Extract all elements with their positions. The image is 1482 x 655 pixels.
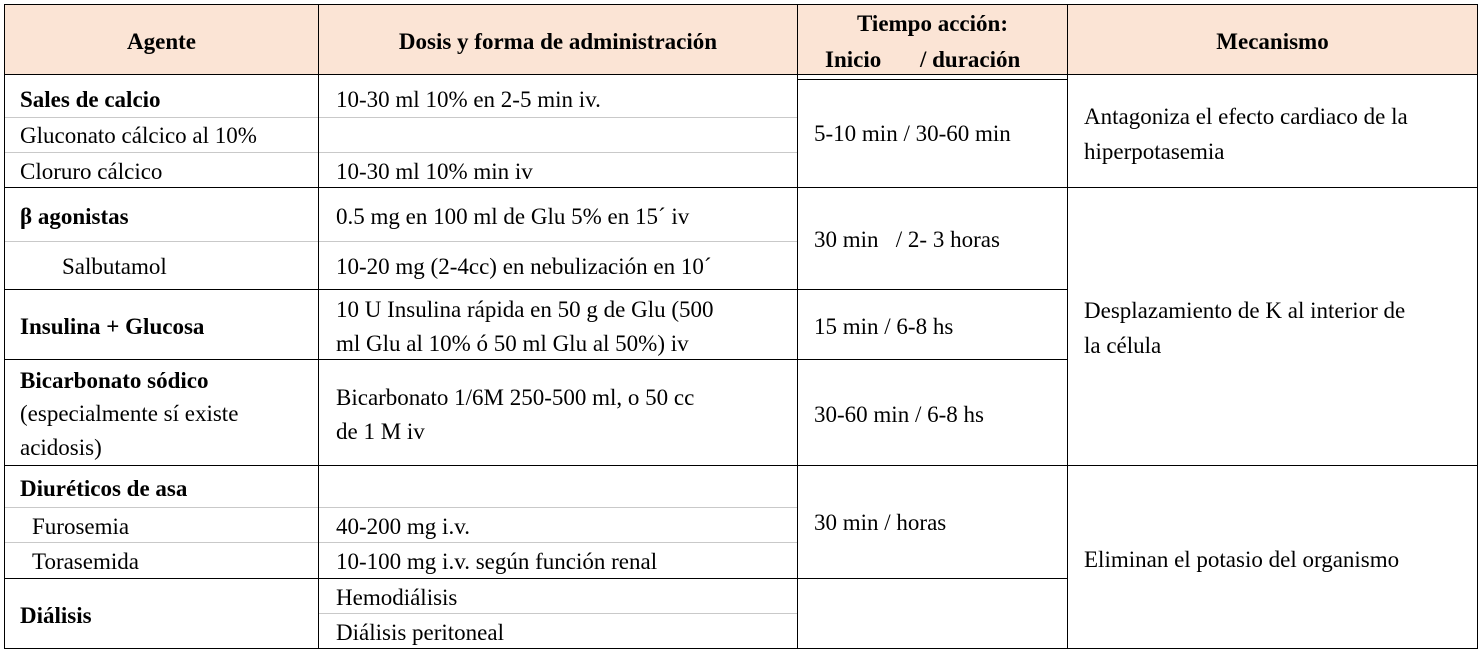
agent-dialisis: Diálisis xyxy=(20,603,92,628)
agent-salbutamol: Salbutamol xyxy=(62,254,167,279)
row-divider xyxy=(1067,465,1478,466)
header-tiempo-line1: Tiempo acción: xyxy=(857,11,1008,36)
dose-beta-1: 0.5 mg en 100 ml de Glu 5% en 15´ iv xyxy=(336,204,690,229)
agent-bicarbonato: Bicarbonato sódico xyxy=(20,368,209,393)
row-divider xyxy=(4,289,798,290)
header-tiempo-inicio: Inicio xyxy=(825,47,882,72)
column-divider xyxy=(797,4,798,649)
dose-bicarbonato-line1: Bicarbonato 1/6M 250-500 ml, o 50 cc xyxy=(336,385,695,410)
row-separator xyxy=(319,613,798,614)
dose-insulina-line1: 10 U Insulina rápida en 50 g de Glu (500 xyxy=(336,297,714,322)
row-divider xyxy=(797,578,1068,579)
row-separator xyxy=(5,507,798,508)
table-border-bottom xyxy=(4,648,1478,649)
time-beta: 30 min / 2- 3 horas xyxy=(814,227,1000,252)
row-divider xyxy=(797,465,1068,466)
table-border-top xyxy=(4,4,1478,5)
agent-cloruro: Cloruro cálcico xyxy=(20,159,163,184)
time-diureticos: 30 min / horas xyxy=(814,510,947,535)
row-separator xyxy=(5,241,798,242)
agent-beta-agonistas: β agonistas xyxy=(20,204,129,229)
row-separator xyxy=(5,152,798,153)
row-divider xyxy=(797,289,1068,290)
row-divider xyxy=(4,465,798,466)
header-tiempo-duracion: / duración xyxy=(920,47,1021,72)
mechanism-eliminan: Eliminan el potasio del organismo xyxy=(1084,547,1400,572)
row-divider xyxy=(4,187,798,188)
column-divider xyxy=(318,4,319,649)
time-insulina: 15 min / 6-8 hs xyxy=(814,314,954,339)
agent-torasemida: Torasemida xyxy=(32,549,139,574)
header-divider xyxy=(4,74,1478,75)
agent-diureticos: Diuréticos de asa xyxy=(20,476,188,501)
row-divider xyxy=(797,79,1068,80)
mechanism-antagoniza-line1: Antagoniza el efecto cardiaco de la xyxy=(1084,104,1408,129)
agent-sales-de-calcio: Sales de calcio xyxy=(20,87,161,112)
row-divider xyxy=(1067,187,1478,188)
header-mecanismo: Mecanismo xyxy=(1216,29,1329,54)
header-agente: Agente xyxy=(127,29,196,54)
row-separator xyxy=(5,542,798,543)
dose-dialisis-peritoneal: Diálisis peritoneal xyxy=(336,620,504,645)
row-divider xyxy=(4,359,798,360)
row-divider xyxy=(797,187,1068,188)
dose-diureticos-1: 40-200 mg i.v. xyxy=(336,514,470,539)
mechanism-desplazamiento-line1: Desplazamiento de K al interior de xyxy=(1084,298,1406,323)
mechanism-antagoniza-line2: hiperpotasemia xyxy=(1084,139,1225,164)
dose-hemodialisis: Hemodiálisis xyxy=(336,585,458,610)
row-separator xyxy=(5,117,798,118)
time-calcio: 5-10 min / 30-60 min xyxy=(814,121,1011,146)
dose-beta-2: 10-20 mg (2-4cc) en nebulización en 10´ xyxy=(336,254,712,279)
dose-bicarbonato-line2: de 1 M iv xyxy=(336,419,425,444)
header-dosis: Dosis y forma de administración xyxy=(398,29,718,54)
agent-furosemia: Furosemia xyxy=(32,514,130,539)
dose-diureticos-2: 10-100 mg i.v. según función renal xyxy=(336,549,658,574)
column-divider xyxy=(1067,4,1068,649)
dose-insulina-line2: ml Glu al 10% ó 50 ml Glu al 50%) iv xyxy=(336,331,689,356)
mechanism-desplazamiento-line2: la célula xyxy=(1084,333,1162,358)
time-bicarbonato: 30-60 min / 6-8 hs xyxy=(814,402,984,427)
table-border-right xyxy=(1477,4,1478,649)
row-divider xyxy=(797,359,1068,360)
agent-bicarbonato-line2: (especialmente sí existe xyxy=(20,401,239,426)
agent-insulina-glucosa: Insulina + Glucosa xyxy=(20,314,205,339)
agent-gluconato: Gluconato cálcico al 10% xyxy=(20,123,257,148)
dose-calcio-1: 10-30 ml 10% en 2-5 min iv. xyxy=(336,87,601,112)
agent-bicarbonato-line3: acidosis) xyxy=(20,435,102,460)
table-border-left xyxy=(4,4,5,649)
row-divider xyxy=(4,578,798,579)
dose-calcio-2: 10-30 ml 10% min iv xyxy=(336,159,533,184)
